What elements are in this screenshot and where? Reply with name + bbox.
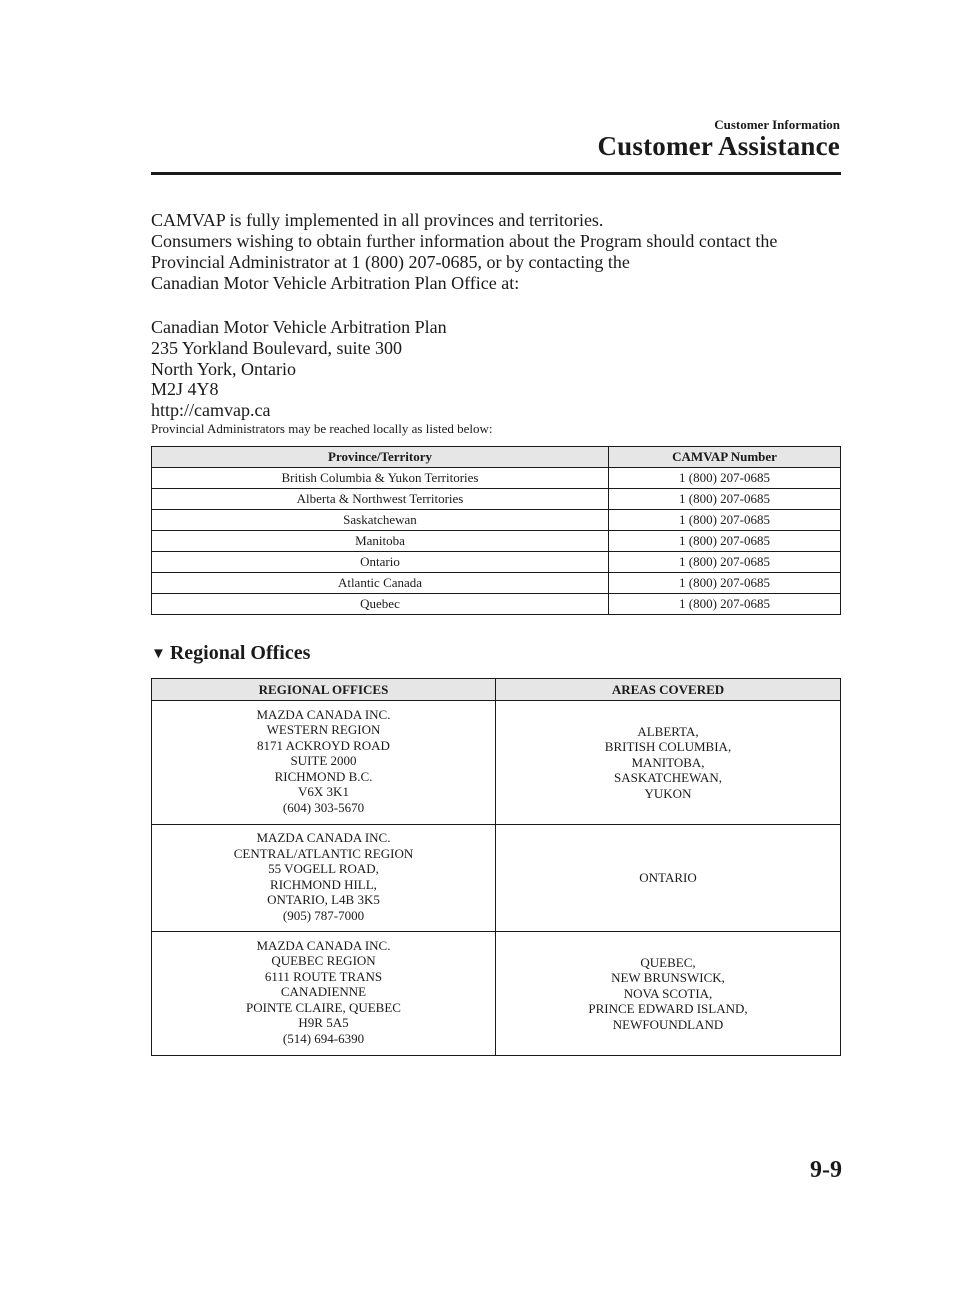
column-header: AREAS COVERED xyxy=(496,679,841,701)
office-line: 8171 ACKROYD ROAD xyxy=(257,737,390,753)
camvap-website-link[interactable]: http://camvap.ca xyxy=(151,400,271,421)
province-cell: Atlantic Canada xyxy=(152,573,609,594)
table-row xyxy=(152,825,841,932)
regional-offices-heading xyxy=(151,642,310,665)
column-header: REGIONAL OFFICES xyxy=(152,679,496,701)
office-line: V6X 3K1 xyxy=(298,784,349,800)
office-line: 55 VOGELL ROAD, xyxy=(268,861,379,876)
office-line: H9R 5A5 xyxy=(298,1015,349,1031)
area-line: NOVA SCOTIA, xyxy=(623,985,713,1001)
intro-line: Canadian Motor Vehicle Arbitration Plan Office at: xyxy=(151,273,520,293)
province-cell: British Columbia & Yukon Territories xyxy=(152,468,609,489)
phone-number-cell: 1 (800) 207-0685 xyxy=(609,594,841,615)
phone-number-cell: 1 (800) 207-0685 xyxy=(609,489,841,510)
phone-number-cell: 1 (800) 207-0685 xyxy=(609,468,841,489)
province-cell: Ontario xyxy=(152,552,609,573)
intro-paragraph xyxy=(151,210,841,294)
office-line: 6111 ROUTE TRANS xyxy=(264,968,383,984)
areas-cell xyxy=(496,932,841,1056)
province-cell: Alberta & Northwest Territories xyxy=(152,489,609,510)
table-row xyxy=(152,701,841,825)
office-line: RICHMOND HILL, xyxy=(270,876,377,892)
section-heading-text: Regional Offices xyxy=(169,642,311,664)
triangle-down-icon: ▼ xyxy=(151,646,166,662)
intro-line: CAMVAP is fully implemented in all provinces and territories. xyxy=(151,210,604,230)
table-row xyxy=(152,489,841,510)
office-line: MAZDA CANADA INC. xyxy=(256,937,391,953)
office-line: (905) 787-7000 xyxy=(282,907,365,923)
area-line: NEWFOUNDLAND xyxy=(612,1016,724,1032)
office-line: CENTRAL/ATLANTIC REGION xyxy=(233,845,414,861)
admin-table-body xyxy=(152,468,841,615)
table-row xyxy=(152,468,841,489)
intro-line: Provincial Administrator at 1 (800) 207-0685, or by contacting the xyxy=(151,252,630,272)
table-header-row xyxy=(152,679,841,701)
area-line: SASKATCHEWAN, xyxy=(614,770,722,786)
area-line: NEW BRUNSWICK, xyxy=(611,970,725,986)
column-header: Province/Territory xyxy=(152,447,609,468)
area-line: PRINCE EDWARD ISLAND, xyxy=(588,1001,748,1017)
camvap-address xyxy=(151,317,841,421)
table-row xyxy=(152,552,841,573)
phone-number-cell: 1 (800) 207-0685 xyxy=(609,510,841,531)
office-line: RICHMOND B.C. xyxy=(274,768,373,784)
table-row xyxy=(152,932,841,1056)
intro-line: Consumers wishing to obtain further information about the Program should contact the xyxy=(151,231,778,251)
office-line: QUEBEC REGION xyxy=(271,953,376,969)
address-line: Canadian Motor Vehicle Arbitration Plan xyxy=(151,317,447,337)
area-line: QUEBEC, xyxy=(640,954,696,970)
areas-cell xyxy=(496,701,841,825)
area-line: ONTARIO xyxy=(639,870,697,886)
office-cell xyxy=(152,701,496,825)
table-header-row xyxy=(152,447,841,468)
phone-number-cell: 1 (800) 207-0685 xyxy=(609,552,841,573)
office-line: SUITE 2000 xyxy=(290,753,357,769)
office-line: (514) 694-6390 xyxy=(282,1030,365,1046)
office-line: POINTE CLAIRE, QUEBEC xyxy=(246,999,401,1015)
provincial-admin-table xyxy=(151,446,841,615)
column-header: CAMVAP Number xyxy=(609,447,841,468)
page-number: 9-9 xyxy=(810,1157,842,1183)
area-line: YUKON xyxy=(644,785,692,801)
phone-number-cell: 1 (800) 207-0685 xyxy=(609,573,841,594)
admin-note: Provincial Administrators may be reached locally as listed below: xyxy=(151,421,493,436)
area-line: BRITISH COLUMBIA, xyxy=(604,739,732,755)
office-line: (604) 303-5670 xyxy=(282,799,365,815)
address-line: 235 Yorkland Boulevard, suite 300 xyxy=(151,337,402,358)
phone-number-cell: 1 (800) 207-0685 xyxy=(609,531,841,552)
office-cell xyxy=(152,932,496,1056)
province-cell: Quebec xyxy=(152,594,609,615)
office-line: MAZDA CANADA INC. xyxy=(256,706,391,722)
regional-table-body xyxy=(152,701,841,1056)
header-divider xyxy=(151,172,841,175)
province-cell: Manitoba xyxy=(152,531,609,552)
areas-cell xyxy=(496,825,841,932)
address-line: North York, Ontario xyxy=(151,358,297,379)
table-row xyxy=(152,531,841,552)
province-cell: Saskatchewan xyxy=(152,510,609,531)
area-line: MANITOBA, xyxy=(631,754,705,770)
table-row xyxy=(152,594,841,615)
address-line: M2J 4Y8 xyxy=(151,379,219,400)
office-line: ONTARIO, L4B 3K5 xyxy=(267,892,380,907)
office-line: WESTERN REGION xyxy=(266,722,381,738)
office-cell xyxy=(152,825,496,932)
regional-offices-table xyxy=(151,678,841,1056)
office-line: CANADIENNE xyxy=(280,984,367,1000)
section-label: Customer Information xyxy=(714,117,840,132)
table-row xyxy=(152,573,841,594)
area-line: ALBERTA, xyxy=(637,723,699,739)
table-row xyxy=(152,510,841,531)
office-line: MAZDA CANADA INC. xyxy=(256,830,391,845)
page-title: Customer Assistance xyxy=(597,131,840,161)
